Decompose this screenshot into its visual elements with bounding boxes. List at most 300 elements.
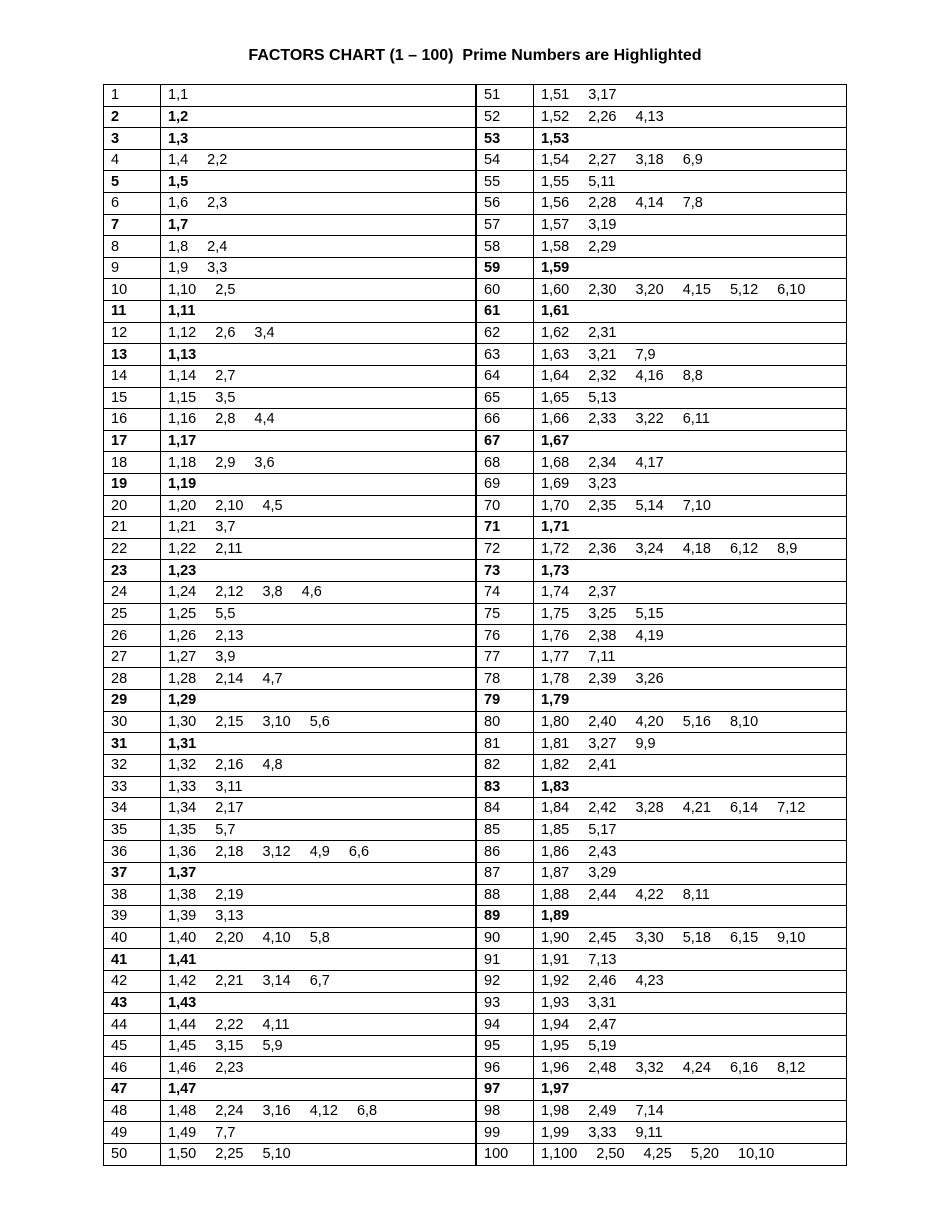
factors-cell xyxy=(534,193,847,215)
factors-cell xyxy=(534,106,847,128)
factor-pair: 1,21 xyxy=(168,519,197,536)
table-row xyxy=(477,128,847,150)
factors-cell xyxy=(534,776,847,798)
factor-pair: 1,46 xyxy=(168,1059,197,1076)
factors-cell xyxy=(534,949,847,971)
factors-cell xyxy=(161,149,476,171)
factor-pair: 2,49 xyxy=(588,1102,617,1119)
factor-pair: 1,26 xyxy=(168,627,197,644)
table-row xyxy=(104,1100,476,1122)
factors-cell xyxy=(161,301,476,323)
factor-pair: 1,54 xyxy=(541,152,570,169)
number-cell: 13 xyxy=(104,344,161,366)
factors-cell xyxy=(161,906,476,928)
factors-cell xyxy=(161,862,476,884)
number-cell: 22 xyxy=(104,538,161,560)
factors-cell xyxy=(534,365,847,387)
factors-cell xyxy=(534,1079,847,1101)
factor-pair: 7,13 xyxy=(588,951,617,968)
number-cell: 19 xyxy=(104,473,161,495)
factor-pair: 3,7 xyxy=(215,519,236,536)
factor-pair: 4,19 xyxy=(635,627,664,644)
number-cell: 32 xyxy=(104,754,161,776)
number-cell: 15 xyxy=(104,387,161,409)
number-cell: 68 xyxy=(477,452,534,474)
table-row xyxy=(104,754,476,776)
factors-cell xyxy=(534,538,847,560)
table-row xyxy=(104,690,476,712)
factor-pair: 2,30 xyxy=(588,281,617,298)
factor-pair: 2,15 xyxy=(215,713,244,730)
table-row xyxy=(477,85,847,107)
factor-pair: 2,36 xyxy=(588,541,617,558)
factor-pair: 5,16 xyxy=(682,713,711,730)
factors-cell xyxy=(534,387,847,409)
number-cell: 54 xyxy=(477,149,534,171)
number-cell: 95 xyxy=(477,1035,534,1057)
table-row xyxy=(104,841,476,863)
factor-pair: 4,25 xyxy=(643,1146,672,1163)
number-cell: 94 xyxy=(477,1014,534,1036)
factor-pair: 1,86 xyxy=(541,843,570,860)
table-row xyxy=(104,1143,476,1165)
table-row xyxy=(104,473,476,495)
factor-pair: 1,58 xyxy=(541,238,570,255)
table-row xyxy=(477,992,847,1014)
table-row xyxy=(104,646,476,668)
factor-pair: 1,88 xyxy=(541,886,570,903)
factors-chart xyxy=(103,84,847,1166)
table-row xyxy=(477,906,847,928)
number-cell: 62 xyxy=(477,322,534,344)
number-cell: 98 xyxy=(477,1100,534,1122)
table-row xyxy=(104,149,476,171)
number-cell: 51 xyxy=(477,85,534,107)
factors-cell xyxy=(534,1122,847,1144)
factor-pair: 5,10 xyxy=(262,1146,291,1163)
factor-pair: 3,32 xyxy=(635,1059,664,1076)
number-cell: 35 xyxy=(104,819,161,841)
table-row xyxy=(477,473,847,495)
number-cell: 92 xyxy=(477,970,534,992)
number-cell: 41 xyxy=(104,949,161,971)
factors-cell xyxy=(161,949,476,971)
factors-cell xyxy=(534,171,847,193)
factor-pair: 6,16 xyxy=(729,1059,759,1076)
factor-pair: 3,31 xyxy=(588,994,617,1011)
factor-pair: 4,9 xyxy=(309,843,330,860)
table-row xyxy=(104,517,476,539)
factor-pair: 4,12 xyxy=(309,1102,338,1119)
factor-pair: 1,97 xyxy=(541,1081,570,1098)
table-row xyxy=(477,1079,847,1101)
factor-pair: 3,12 xyxy=(262,843,291,860)
table-row xyxy=(477,646,847,668)
factor-pair: 1,30 xyxy=(168,713,197,730)
number-cell: 24 xyxy=(104,582,161,604)
number-cell: 39 xyxy=(104,906,161,928)
factors-cell xyxy=(534,582,847,604)
factor-pair: 1,31 xyxy=(168,735,197,752)
factors-cell xyxy=(161,603,476,625)
table-row xyxy=(477,1014,847,1036)
factor-pair: 3,24 xyxy=(635,541,664,558)
factor-pair: 1,69 xyxy=(541,476,570,493)
number-cell: 70 xyxy=(477,495,534,517)
factor-pair: 2,37 xyxy=(588,584,617,601)
factor-pair: 1,55 xyxy=(541,173,570,190)
factor-pair: 4,13 xyxy=(635,108,664,125)
factor-pair: 2,47 xyxy=(588,1016,617,1033)
factor-pair: 3,22 xyxy=(635,411,664,428)
factor-pair: 1,65 xyxy=(541,389,570,406)
factor-pair: 1,13 xyxy=(168,346,197,363)
table-row xyxy=(104,906,476,928)
factor-pair: 1,7 xyxy=(168,216,189,233)
factors-cell xyxy=(534,236,847,258)
factor-pair: 4,14 xyxy=(635,195,664,212)
factor-pair: 2,39 xyxy=(588,670,617,687)
factors-cell xyxy=(534,322,847,344)
factor-pair: 4,6 xyxy=(301,584,322,601)
factor-pair: 5,6 xyxy=(309,713,330,730)
table-row xyxy=(477,927,847,949)
factors-cell xyxy=(161,106,476,128)
number-cell: 45 xyxy=(104,1035,161,1057)
factor-pair: 2,9 xyxy=(215,454,236,471)
factor-pair: 1,71 xyxy=(541,519,570,536)
factor-pair: 3,5 xyxy=(215,389,236,406)
factor-pair: 1,100 xyxy=(541,1146,578,1163)
table-row xyxy=(104,776,476,798)
factor-pair: 2,22 xyxy=(215,1016,244,1033)
factor-pair: 3,26 xyxy=(635,670,664,687)
factors-cell xyxy=(534,625,847,647)
factor-pair: 3,8 xyxy=(262,584,283,601)
number-cell: 46 xyxy=(104,1057,161,1079)
table-row xyxy=(477,1143,847,1165)
table-row xyxy=(104,236,476,258)
factor-pair: 9,10 xyxy=(777,930,806,947)
factor-pair: 4,20 xyxy=(635,713,664,730)
factor-pair: 3,17 xyxy=(588,87,617,104)
factor-pair: 3,19 xyxy=(588,216,617,233)
factor-pair: 1,39 xyxy=(168,908,197,925)
factors-cell xyxy=(534,884,847,906)
factor-pair: 3,21 xyxy=(588,346,617,363)
number-cell: 78 xyxy=(477,668,534,690)
table-row xyxy=(104,711,476,733)
factor-pair: 1,95 xyxy=(541,1038,570,1055)
factor-pair: 6,10 xyxy=(777,281,806,298)
factor-pair: 7,14 xyxy=(635,1102,664,1119)
factor-pair: 2,10 xyxy=(215,497,244,514)
factors-cell xyxy=(534,301,847,323)
table-row xyxy=(104,884,476,906)
factor-pair: 3,20 xyxy=(635,281,664,298)
factor-pair: 1,27 xyxy=(168,649,197,666)
number-cell: 74 xyxy=(477,582,534,604)
factor-pair: 3,25 xyxy=(588,605,617,622)
number-cell: 44 xyxy=(104,1014,161,1036)
factors-cell xyxy=(161,430,476,452)
table-row xyxy=(104,798,476,820)
factors-cell xyxy=(534,214,847,236)
factor-pair: 3,6 xyxy=(254,454,275,471)
number-cell: 7 xyxy=(104,214,161,236)
factor-pair: 2,40 xyxy=(588,713,617,730)
number-cell: 80 xyxy=(477,711,534,733)
factor-pair: 1,67 xyxy=(541,433,570,450)
table-row xyxy=(104,992,476,1014)
factors-cell xyxy=(534,906,847,928)
table-row xyxy=(104,927,476,949)
table-row xyxy=(104,560,476,582)
factor-pair: 1,18 xyxy=(168,454,197,471)
factor-pair: 1,50 xyxy=(168,1146,197,1163)
number-cell: 93 xyxy=(477,992,534,1014)
factor-pair: 1,83 xyxy=(541,778,570,795)
number-cell: 37 xyxy=(104,862,161,884)
table-row xyxy=(477,582,847,604)
number-cell: 43 xyxy=(104,992,161,1014)
table-row xyxy=(477,538,847,560)
factors-cell xyxy=(534,128,847,150)
factors-cell xyxy=(534,992,847,1014)
table-row xyxy=(477,819,847,841)
factor-pair: 2,18 xyxy=(215,843,244,860)
factors-cell xyxy=(534,1035,847,1057)
factors-cell xyxy=(161,452,476,474)
factors-cell xyxy=(534,841,847,863)
factor-pair: 3,11 xyxy=(215,778,243,795)
factor-pair: 1,80 xyxy=(541,713,570,730)
factors-cell xyxy=(534,409,847,431)
factor-pair: 5,14 xyxy=(635,497,664,514)
factor-pair: 2,32 xyxy=(588,368,617,385)
factor-pair: 4,18 xyxy=(682,541,711,558)
factor-pair: 1,11 xyxy=(168,303,196,320)
factors-cell xyxy=(534,495,847,517)
table-row xyxy=(477,754,847,776)
factor-pair: 1,75 xyxy=(541,605,570,622)
factors-cell xyxy=(161,819,476,841)
factors-cell xyxy=(534,927,847,949)
factors-cell xyxy=(534,970,847,992)
factors-cell xyxy=(534,819,847,841)
table-row xyxy=(477,301,847,323)
number-cell: 87 xyxy=(477,862,534,884)
number-cell: 71 xyxy=(477,517,534,539)
factor-pair: 3,16 xyxy=(262,1102,291,1119)
factor-pair: 4,5 xyxy=(262,497,283,514)
table-row xyxy=(477,279,847,301)
factor-pair: 5,13 xyxy=(588,389,617,406)
factors-cell xyxy=(534,430,847,452)
factor-pair: 3,14 xyxy=(262,973,291,990)
factor-pair: 1,79 xyxy=(541,692,570,709)
factor-pair: 1,12 xyxy=(168,325,197,341)
factor-pair: 1,36 xyxy=(168,843,197,860)
factor-pair: 1,62 xyxy=(541,325,570,341)
factors-cell xyxy=(161,992,476,1014)
number-cell: 67 xyxy=(477,430,534,452)
factor-pair: 1,9 xyxy=(168,260,189,277)
factor-pair: 8,11 xyxy=(682,886,710,903)
number-cell: 83 xyxy=(477,776,534,798)
number-cell: 4 xyxy=(104,149,161,171)
table-row xyxy=(477,1057,847,1079)
number-cell: 61 xyxy=(477,301,534,323)
factor-pair: 4,21 xyxy=(682,800,711,817)
factor-pair: 1,94 xyxy=(541,1016,570,1033)
factor-pair: 1,5 xyxy=(168,173,189,190)
factor-pair: 2,34 xyxy=(588,454,617,471)
table-row xyxy=(477,1122,847,1144)
table-row xyxy=(477,668,847,690)
factor-pair: 2,17 xyxy=(215,800,244,817)
number-cell: 89 xyxy=(477,906,534,928)
factor-pair: 6,8 xyxy=(356,1102,378,1119)
number-cell: 21 xyxy=(104,517,161,539)
factor-pair: 1,84 xyxy=(541,800,570,817)
factors-cell xyxy=(534,149,847,171)
factors-cell xyxy=(161,538,476,560)
factor-pair: 7,9 xyxy=(635,346,656,363)
table-row xyxy=(104,1122,476,1144)
factor-pair: 1,2 xyxy=(168,108,189,125)
table-row xyxy=(104,452,476,474)
factor-pair: 5,12 xyxy=(729,281,759,298)
factor-pair: 1,22 xyxy=(168,541,197,558)
factors-cell xyxy=(534,279,847,301)
factor-pair: 2,48 xyxy=(588,1059,617,1076)
number-cell: 29 xyxy=(104,690,161,712)
factor-pair: 2,24 xyxy=(215,1102,244,1119)
number-cell: 84 xyxy=(477,798,534,820)
table-row xyxy=(104,171,476,193)
factor-pair: 1,60 xyxy=(541,281,570,298)
factors-cell xyxy=(161,927,476,949)
factor-pair: 1,14 xyxy=(168,368,197,385)
number-cell: 82 xyxy=(477,754,534,776)
factors-cell xyxy=(534,646,847,668)
factor-pair: 5,7 xyxy=(215,822,236,839)
table-row xyxy=(104,862,476,884)
factors-cell xyxy=(161,1057,476,1079)
factor-pair: 1,68 xyxy=(541,454,570,471)
number-cell: 16 xyxy=(104,409,161,431)
factor-pair: 1,20 xyxy=(168,497,197,514)
factor-pair: 1,59 xyxy=(541,260,570,277)
factor-pair: 6,12 xyxy=(729,541,759,558)
factor-pair: 3,29 xyxy=(588,865,617,882)
table-row xyxy=(477,149,847,171)
factor-pair: 1,40 xyxy=(168,930,197,947)
factor-pair: 1,74 xyxy=(541,584,570,601)
factor-pair: 5,20 xyxy=(690,1146,719,1163)
factor-pair: 7,7 xyxy=(215,1124,236,1141)
factors-cell xyxy=(161,85,476,107)
factors-cell xyxy=(161,193,476,215)
table-row xyxy=(477,193,847,215)
factor-pair: 1,61 xyxy=(541,303,570,320)
factors-cell xyxy=(161,1079,476,1101)
table-row xyxy=(477,776,847,798)
table-row xyxy=(104,668,476,690)
table-row xyxy=(477,711,847,733)
factor-pair: 1,41 xyxy=(168,951,197,968)
factor-pair: 3,9 xyxy=(215,649,236,666)
factor-pair: 5,15 xyxy=(635,605,664,622)
number-cell: 31 xyxy=(104,733,161,755)
factor-pair: 7,10 xyxy=(682,497,711,514)
table-row xyxy=(477,171,847,193)
number-cell: 47 xyxy=(104,1079,161,1101)
factors-cell xyxy=(534,690,847,712)
number-cell: 42 xyxy=(104,970,161,992)
factors-cell xyxy=(534,603,847,625)
factor-pair: 3,3 xyxy=(207,260,228,277)
number-cell: 97 xyxy=(477,1079,534,1101)
number-cell: 3 xyxy=(104,128,161,150)
factor-pair: 7,12 xyxy=(777,800,806,817)
factor-pair: 1,4 xyxy=(168,152,189,169)
number-cell: 63 xyxy=(477,344,534,366)
factors-cell xyxy=(161,1143,476,1165)
number-cell: 36 xyxy=(104,841,161,863)
factor-pair: 1,47 xyxy=(168,1081,197,1098)
number-cell: 60 xyxy=(477,279,534,301)
table-row xyxy=(104,495,476,517)
number-cell: 20 xyxy=(104,495,161,517)
table-row xyxy=(104,365,476,387)
factors-cell xyxy=(161,473,476,495)
number-cell: 9 xyxy=(104,257,161,279)
factor-pair: 1,3 xyxy=(168,130,189,147)
table-row xyxy=(104,625,476,647)
table-row xyxy=(104,949,476,971)
factor-pair: 4,23 xyxy=(635,973,664,990)
number-cell: 96 xyxy=(477,1057,534,1079)
factor-pair: 1,24 xyxy=(168,584,197,601)
factors-cell xyxy=(161,711,476,733)
table-row xyxy=(477,495,847,517)
number-cell: 23 xyxy=(104,560,161,582)
factor-pair: 2,44 xyxy=(588,886,617,903)
factors-cell xyxy=(161,560,476,582)
factor-pair: 2,8 xyxy=(215,411,236,428)
factor-pair: 1,87 xyxy=(541,865,570,882)
table-row xyxy=(477,884,847,906)
factors-cell xyxy=(161,582,476,604)
table-row xyxy=(104,430,476,452)
factors-cell xyxy=(534,668,847,690)
factors-cell xyxy=(161,776,476,798)
table-row xyxy=(104,603,476,625)
factors-cell xyxy=(534,754,847,776)
number-cell: 59 xyxy=(477,257,534,279)
factor-pair: 1,33 xyxy=(168,778,197,795)
table-row xyxy=(477,106,847,128)
factors-cell xyxy=(534,1100,847,1122)
factor-pair: 1,64 xyxy=(541,368,570,385)
factor-pair: 2,2 xyxy=(207,152,228,169)
factors-cell xyxy=(161,754,476,776)
number-cell: 2 xyxy=(104,106,161,128)
factor-pair: 1,44 xyxy=(168,1016,197,1033)
factors-cell xyxy=(161,495,476,517)
